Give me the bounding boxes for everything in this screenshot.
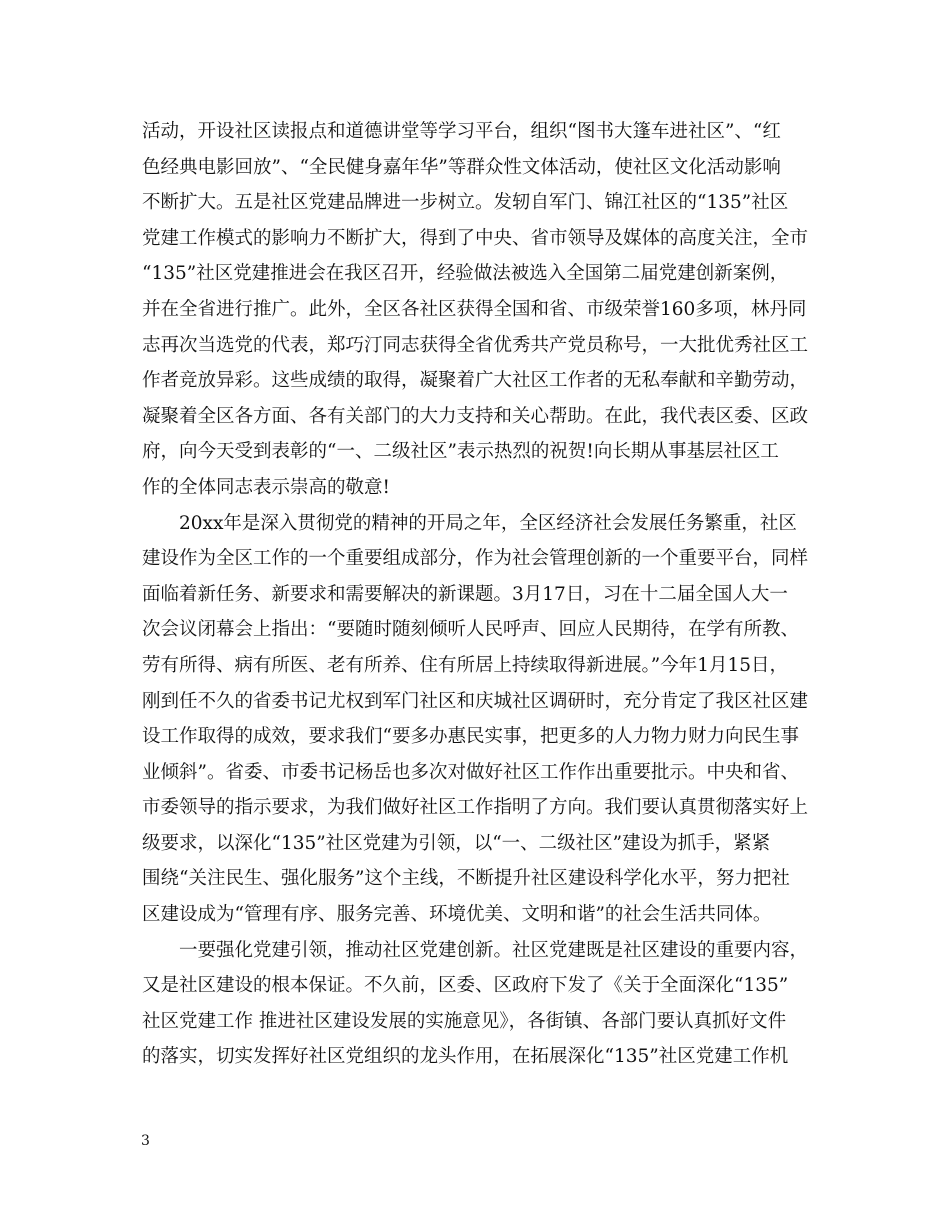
text-line: 级要求，以深化“135”社区党建为引领，以“一、二级社区”建设为抓手，紧紧	[142, 832, 771, 854]
text-line: 凝聚着全区各方面、各有关部门的大力支持和关心帮助。在此，我代表区委、区政	[142, 405, 809, 427]
text-line: 作者竞放异彩。这些成绩的取得，凝聚着广大社区工作者的无私奉献和辛勤劳动，	[142, 370, 809, 392]
text-line: 活动，开设社区读报点和道德讲堂等学习平台，组织“图书大篷车进社区”、“红	[142, 121, 781, 142]
text-line: 的落实，切实发挥好社区党组织的龙头作用，在拓展深化“135”社区党建工作机	[142, 1046, 789, 1068]
text-line: 刚到任不久的省委书记尤权到军门社区和庆城社区调研时，充分肯定了我区社区建	[142, 690, 809, 712]
text-line: 面临着新任务、新要求和需要解决的新课题。3月17日，习在十二届全国人大一	[142, 583, 788, 605]
text-line: 府，向今天受到表彰的“一、二级社区”表示热烈的祝贺!向长期从事基层社区工	[142, 441, 779, 463]
text-line: 20xx年是深入贯彻党的精神的开局之年，全区经济社会发展任务繁重，社区	[142, 512, 797, 534]
text-line: 作的全体同志表示崇高的敬意!	[142, 476, 390, 498]
text-line: 党建工作模式的影响力不断扩大，得到了中央、省市领导及媒体的高度关注，全市	[142, 227, 809, 249]
text-line: 建设作为全区工作的一个重要组成部分，作为社会管理创新的一个重要平台，同样	[142, 548, 809, 570]
text-line: 又是社区建设的根本保证。不久前，区委、区政府下发了《关于全面深化“135”	[142, 975, 789, 997]
text-line: 设工作取得的成效，要求我们“要多办惠民实事，把更多的人力物力财力向民生事	[142, 726, 799, 748]
page-number: 3	[141, 1133, 150, 1149]
text-line: 并在全省进行推广。此外，全区各社区获得全国和省、市级荣誉160多项，林丹同	[142, 298, 807, 320]
text-line: 业倾斜”。省委、市委书记杨岳也多次对做好社区工作作出重要批示。中央和省、	[142, 761, 799, 783]
text-line: 色经典电影回放”、“全民健身嘉年华”等群众性文体活动，使社区文化活动影响	[142, 156, 781, 178]
text-line: 次会议闭幕会上指出：“要随时随刻倾听人民呼声、回应人民期待，在学有所教、	[142, 619, 799, 641]
text-line: 社区党建工作 推进社区建设发展的实施意见》，各街镇、各部门要认真抓好文件	[142, 1010, 787, 1032]
text-line: 区建设成为“管理有序、服务完善、环境优美、文明和谐”的社会生活共同体。	[142, 904, 772, 926]
text-line: 市委领导的指示要求，为我们做好社区工作指明了方向。我们要认真贯彻落实好上	[142, 797, 809, 819]
text-line: 围绕“关注民生、强化服务”这个主线，不断提升社区建设科学化水平，努力把社	[142, 868, 790, 890]
text-line: “135”社区党建推进会在我区召开，经验做法被选入全国第二届党建创新案例，	[142, 263, 789, 285]
text-line: 劳有所得、病有所医、老有所养、住有所居上持续取得新进展。”今年1月15日，	[142, 654, 789, 676]
text-line: 不断扩大。五是社区党建品牌进一步树立。发轫自军门、锦江社区的“135”社区	[142, 192, 789, 214]
text-line: 志再次当选党的代表，郑巧汀同志获得全省优秀共产党员称号，一大批优秀社区工	[142, 334, 809, 356]
text-line: 一要强化党建引领，推动社区党建创新。社区党建既是社区建设的重要内容，	[142, 939, 809, 961]
body-text	[142, 114, 812, 1075]
